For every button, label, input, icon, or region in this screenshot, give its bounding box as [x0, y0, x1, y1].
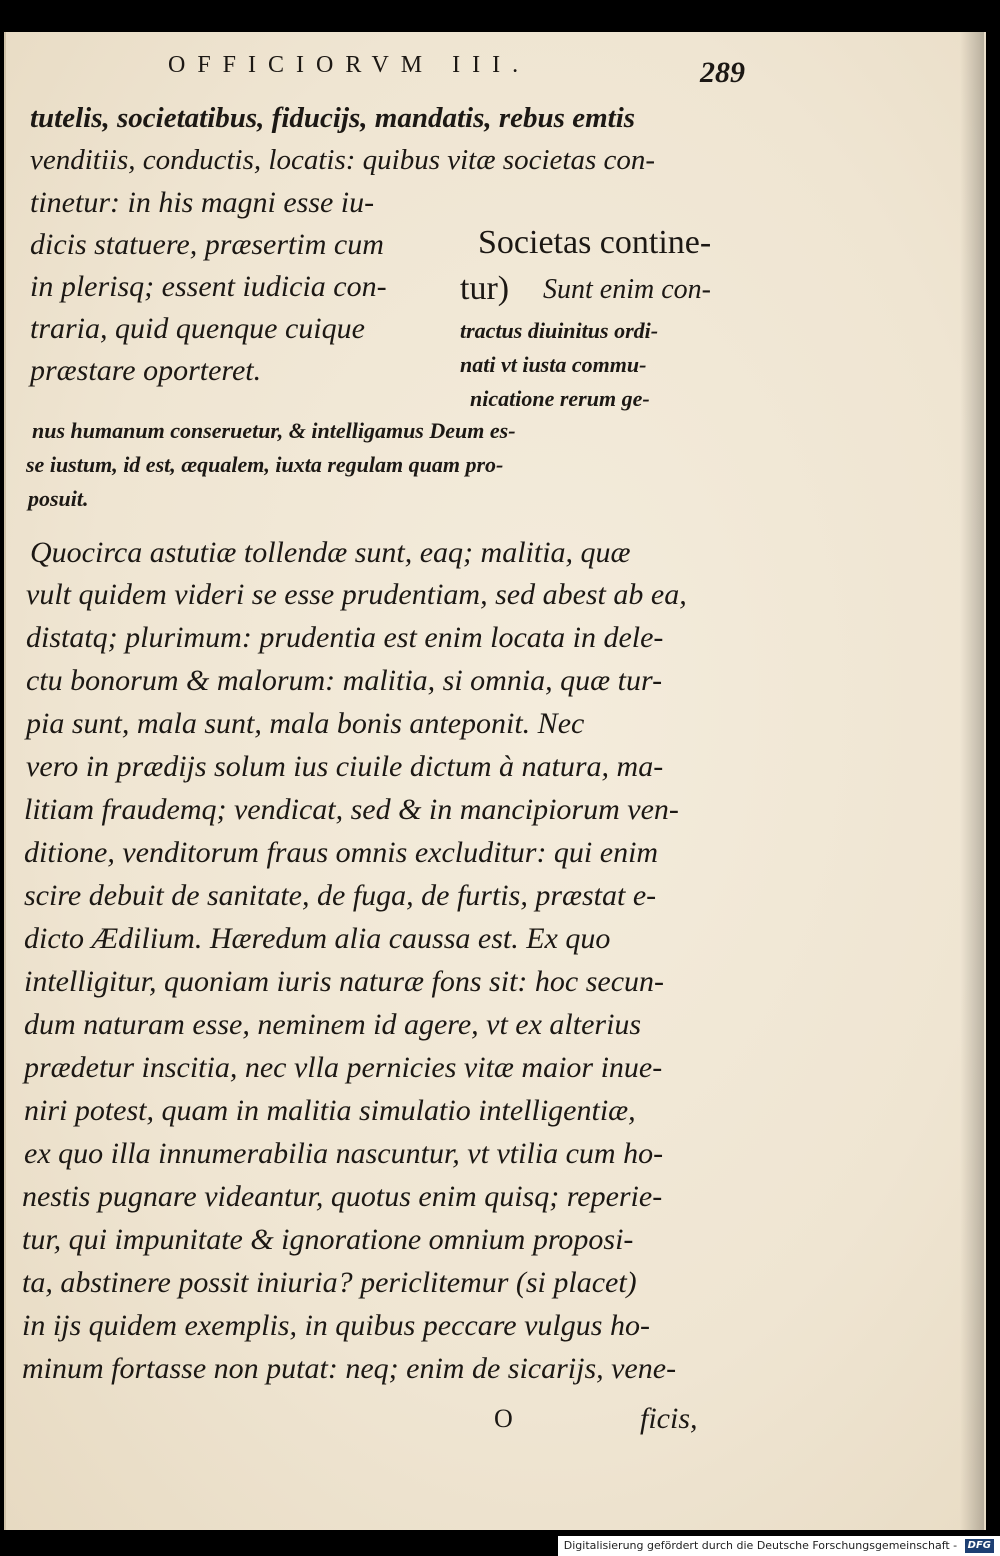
body-line: in plerisq; essent iudicia con- [30, 270, 387, 303]
body-line: pia sunt, mala sunt, mala bonis anteponit. Nec [26, 707, 585, 740]
page-edge-shadow [960, 32, 984, 1530]
body-line: niri potest, quam in malitia simulatio intelligentiæ, [24, 1094, 636, 1127]
body-line: nestis pugnare videantur, quotus enim quisq; reperie- [22, 1180, 663, 1213]
body-line: dum naturam esse, neminem id agere, vt ex alterius [24, 1008, 642, 1041]
marginal-note-line: nati vt iusta commu- [460, 352, 647, 377]
marginal-note-line: nicatione rerum ge- [470, 386, 650, 411]
body-line: vult quidem videri se esse prudentiam, sed abest ab ea, [26, 578, 687, 611]
body-line: ctu bonorum & malorum: malitia, si omnia, quæ tur- [26, 664, 663, 697]
body-line: ditione, venditorum fraus omnis excluditur: qui enim [24, 836, 659, 869]
digitization-notice-text: Digitalisierung gefördert durch die Deutsche Forschungsgemeinschaft - [563, 1539, 958, 1552]
dfg-logo-icon: DFG [965, 1539, 994, 1553]
body-line: scire debuit de sanitate, de fuga, de furtis, præstat e- [24, 879, 657, 912]
body-line: tur, qui impunitate & ignoratione omnium proposi- [22, 1223, 634, 1256]
body-line: venditiis, conductis, locatis: quibus vitæ societas con- [30, 144, 656, 176]
body-line: prædetur inscitia, nec vlla pernicies vitæ maior inue- [24, 1051, 663, 1084]
signature-mark: O [494, 1404, 513, 1433]
body-line: Quocirca astutiæ tollendæ sunt, eaq; malitia, quæ [30, 536, 631, 569]
page-number: 289 [700, 56, 745, 89]
body-line: distatq; plurimum: prudentia est enim locata in dele- [26, 621, 664, 654]
marginal-note-line: posuit. [28, 486, 89, 511]
body-line: tutelis, societatibus, fiducijs, mandatis, rebus emtis [30, 102, 636, 134]
catchword: ficis, [640, 1402, 698, 1435]
body-line: vero in prædijs solum ius ciuile dictum à natura, ma- [26, 750, 664, 783]
body-line: dicis statuere, præsertim cum [30, 228, 384, 261]
body-line: ta, abstinere possit iniuria? periclitemur (si placet) [22, 1266, 637, 1299]
marginal-note-heading: Societas contine- [478, 224, 712, 261]
running-head: OFFICIORVM III. [168, 52, 531, 78]
body-line: tinetur: in his magni esse iu- [30, 186, 375, 219]
body-line: intelligitur, quoniam iuris naturæ fons sit: hoc secun- [24, 965, 665, 998]
body-line: minum fortasse non putat: neq; enim de sicarijs, vene- [22, 1352, 677, 1385]
marginal-note-line: Sunt enim con- [543, 274, 711, 305]
body-line: ex quo illa innumerabilia nascuntur, vt vtilia cum ho- [24, 1137, 664, 1170]
marginal-note-heading: tur) [460, 270, 510, 307]
digitization-notice [558, 1536, 1000, 1556]
body-line: litiam fraudemq; vendicat, sed & in mancipiorum ven- [24, 793, 679, 826]
marginal-note-line: nus humanum conseruetur, & intelligamus Deum es- [32, 418, 516, 443]
body-line: præstare oporteret. [30, 354, 262, 387]
body-line: in ijs quidem exemplis, in quibus peccare vulgus ho- [22, 1309, 650, 1342]
marginal-note-line: se iustum, id est, æqualem, iuxta regulam quam pro- [26, 452, 504, 477]
marginal-note-line: tractus diuinitus ordi- [460, 318, 659, 343]
body-line: dicto Ædilium. Hæredum alia caussa est. Ex quo [24, 922, 611, 955]
body-line: traria, quid quenque cuique [30, 312, 365, 345]
